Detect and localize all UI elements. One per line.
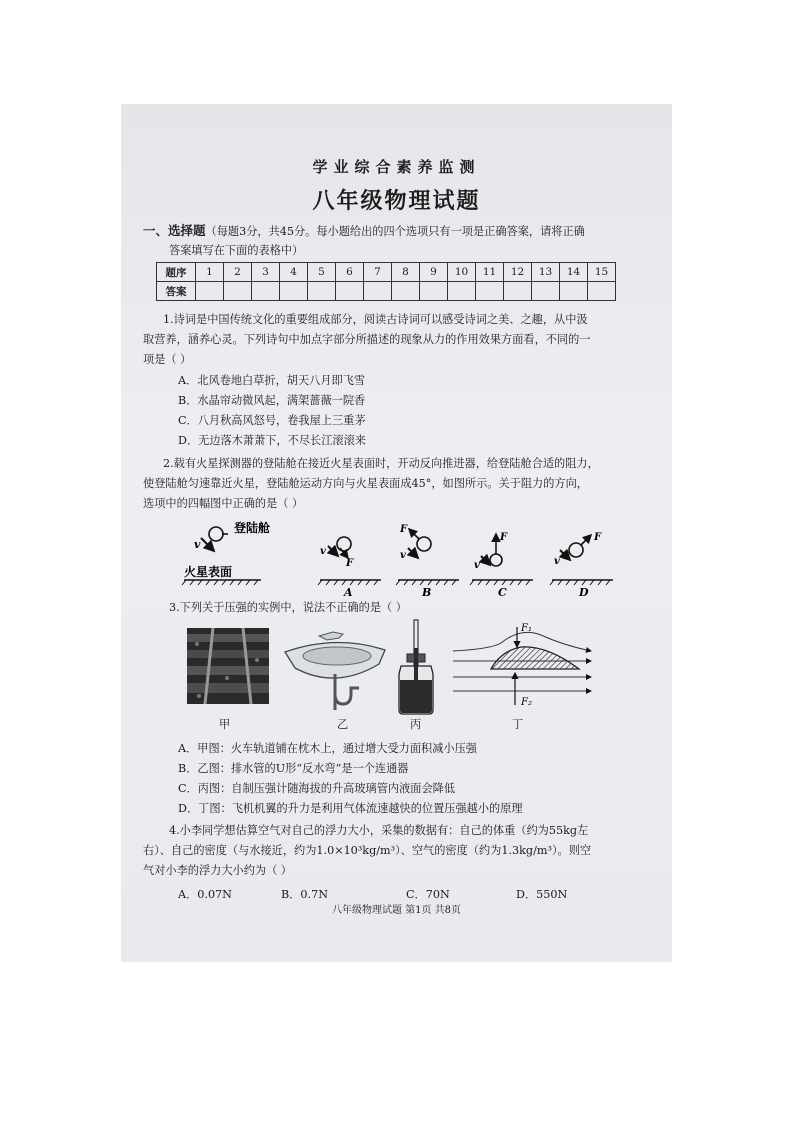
answer-table-answer-row — [157, 282, 616, 301]
q4-option-c[interactable]: C．70N — [406, 888, 450, 901]
q2-label-b: B — [422, 586, 432, 598]
table-cell-number: 15 — [588, 263, 616, 282]
q4-line2: 右）、自己的密度（与水接近，约为1.0×10³kg/m³）、空气的密度（约为1.3kg/m³）。则空 — [143, 844, 592, 857]
section-heading: 一、选择题 — [143, 223, 206, 238]
answer-table-number-row — [157, 263, 616, 282]
table-cell-number: 9 — [420, 263, 448, 282]
answer-cell[interactable] — [532, 282, 560, 301]
q4-option-a[interactable]: A．0.07N — [178, 888, 232, 901]
answer-cell[interactable] — [560, 282, 588, 301]
q2-given-v: v — [194, 538, 201, 551]
answer-cell[interactable] — [280, 282, 308, 301]
q2-figures — [176, 516, 656, 598]
section-note-2: 答案填写在下面的表格中） — [169, 244, 304, 257]
section-note-1: （每题3分，共45分。每小题给出的四个选项只有一项是正确答案，请将正确 — [205, 225, 585, 238]
sink-figure — [281, 624, 391, 716]
exam-title: 八年级物理试题 — [312, 188, 481, 214]
answer-cell[interactable] — [420, 282, 448, 301]
table-cell-number: 14 — [560, 263, 588, 282]
table-cell-number: 8 — [392, 263, 420, 282]
rail-track-photo — [187, 628, 269, 704]
q1-line2: 取营养，涵养心灵。下列诗句中加点字部分所描述的现象从力的作用效果方面看，不同的一 — [143, 333, 591, 346]
q2-c-f: F — [500, 532, 508, 543]
q2-b-f: F — [400, 524, 408, 535]
table-cell-number: 4 — [280, 263, 308, 282]
q2-d-v: v — [554, 556, 560, 567]
table-header-answer: 答案 — [157, 282, 196, 301]
answer-cell[interactable] — [252, 282, 280, 301]
q4-option-b[interactable]: B．0.7N — [281, 888, 328, 901]
answer-cell[interactable] — [336, 282, 364, 301]
q2-d-f: F — [594, 532, 602, 543]
answer-cell[interactable] — [392, 282, 420, 301]
q2-c-v: v — [474, 560, 480, 571]
airplane-wing-figure — [451, 619, 601, 711]
q2-lander-label: 登陆舱 — [234, 521, 271, 535]
answer-cell[interactable] — [588, 282, 616, 301]
exam-subtitle: 学业综合素养监测 — [312, 158, 481, 176]
q3-line1: 3.下列关于压强的实例中，说法不正确的是（ ） — [169, 601, 407, 614]
fig-label-ding: 丁 — [512, 718, 524, 731]
table-cell-number: 1 — [196, 263, 224, 282]
answer-cell[interactable] — [504, 282, 532, 301]
q4-line1: 4.小李同学想估算空气对自己的浮力大小，采集的数据有：自己的体重（约为55kg左 — [169, 824, 589, 837]
q2-b-v: v — [400, 550, 406, 561]
page-footer: 八年级物理试题 第1页 共8页 — [331, 905, 462, 916]
q2-label-d: D — [579, 586, 589, 598]
q2-line1: 2.载有火星探测器的登陆舱在接近火星表面时，开动反向推进器，给登陆舱合适的阻力， — [163, 457, 599, 470]
q1-option-a[interactable]: A．北风卷地白草折，胡天八月即飞雪 — [178, 374, 366, 387]
table-cell-number: 12 — [504, 263, 532, 282]
q2-a-f: F — [346, 558, 354, 569]
table-cell-number: 13 — [532, 263, 560, 282]
q2-label-c: C — [498, 586, 507, 598]
q1-option-c[interactable]: C．八月秋高风怒号，卷我屋上三重茅 — [178, 414, 366, 427]
q2-label-a: A — [344, 586, 353, 598]
barometer-bottle-figure — [393, 618, 443, 718]
q4-line3: 气对小李的浮力大小约为（ ） — [143, 864, 292, 877]
q4-option-d[interactable]: D．550N — [516, 888, 568, 901]
answer-table — [156, 262, 616, 301]
q3-option-d[interactable]: D．丁图：飞机机翼的升力是利用气体流速越快的位置压强越小的原理 — [178, 802, 523, 815]
q3-option-a[interactable]: A．甲图：火车轨道铺在枕木上，通过增大受力面积减小压强 — [178, 742, 477, 755]
table-cell-number: 10 — [448, 263, 476, 282]
section1-line1 — [143, 224, 585, 239]
q2-figure-c — [470, 532, 533, 598]
table-cell-number: 3 — [252, 263, 280, 282]
table-cell-number: 11 — [476, 263, 504, 282]
q2-line2: 使登陆舱匀速靠近火星，登陆舱运动方向与火星表面成45°，如图所示。关于阻力的方向， — [143, 477, 588, 490]
wing-f1-label: F₁ — [521, 623, 532, 634]
q2-given-figure — [182, 520, 270, 585]
answer-cell[interactable] — [364, 282, 392, 301]
q2-line3: 选项中的四幅图中正确的是（ ） — [143, 497, 304, 510]
fig-label-jia: 甲 — [219, 718, 231, 731]
q3-option-c[interactable]: C．丙图：自制压强计随海拔的升高玻璃管内液面会降低 — [178, 782, 456, 795]
table-header-number: 题序 — [157, 263, 196, 282]
table-cell-number: 7 — [364, 263, 392, 282]
table-cell-number: 6 — [336, 263, 364, 282]
table-cell-number: 2 — [224, 263, 252, 282]
answer-cell[interactable] — [308, 282, 336, 301]
q3-option-b[interactable]: B．乙图：排水管的U形“反水弯”是一个连通器 — [178, 762, 409, 775]
q2-figure-d — [550, 532, 613, 598]
q2-figure-b — [396, 524, 459, 598]
answer-cell[interactable] — [224, 282, 252, 301]
q1-option-b[interactable]: B．水晶帘动微风起，满架蔷薇一院香 — [178, 394, 366, 407]
fig-label-bing: 丙 — [410, 718, 422, 731]
q2-figure-a — [318, 537, 381, 598]
q2-surface-label: 火星表面 — [184, 565, 233, 579]
table-cell-number: 5 — [308, 263, 336, 282]
answer-cell[interactable] — [196, 282, 224, 301]
q1-option-d[interactable]: D．无边落木萧萧下，不尽长江滚滚来 — [178, 434, 366, 447]
fig-label-yi: 乙 — [337, 718, 349, 731]
q1-line3: 项是（ ） — [143, 353, 192, 366]
q2-a-v: v — [320, 546, 326, 557]
answer-cell[interactable] — [448, 282, 476, 301]
q1-line1: 1.诗词是中国传统文化的重要组成部分，阅读古诗词可以感受诗词之美、之趣，从中汲 — [163, 313, 588, 326]
exam-page — [121, 104, 672, 962]
answer-cell[interactable] — [476, 282, 504, 301]
wing-f2-label: F₂ — [521, 697, 532, 708]
